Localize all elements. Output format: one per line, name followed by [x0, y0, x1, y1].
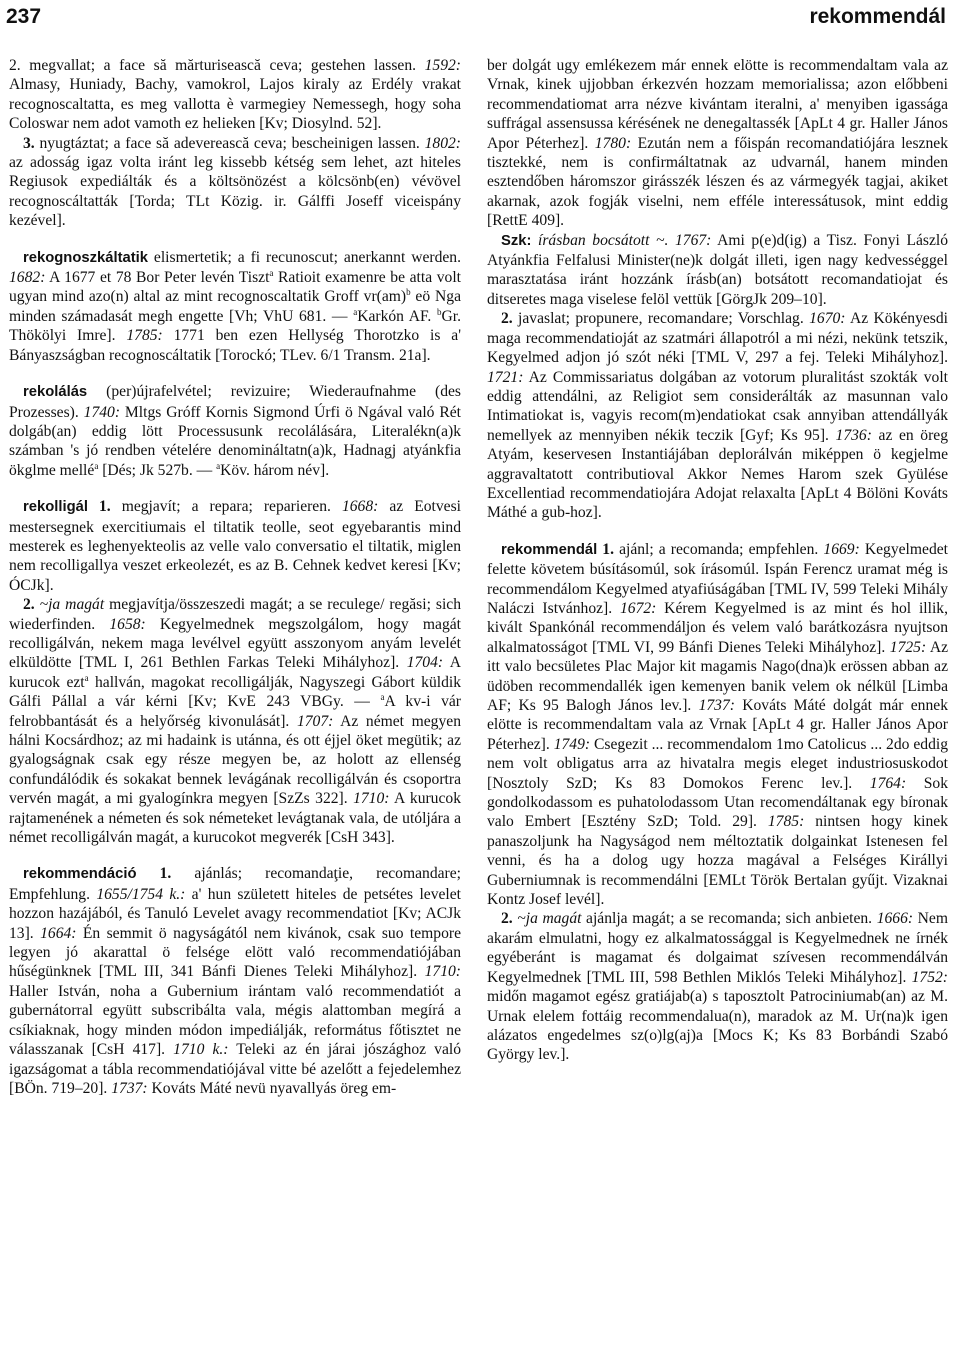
footnote-mark: a [353, 306, 358, 317]
citation-text: Az Commissariatus dolgában az votorum pluralitást szokták volt eddig attendálni, az Religiot sem considerálták az masunnan valo Intimatiokat is, vagyis recom(m)endatiokat csak annyiban attendállyák nemellyek az mennyiben nékik teczik [Gyf; Ks 95]. [487, 368, 948, 444]
entry-rekommendal-sense-2 [487, 909, 948, 1064]
definition: (per)újrafelvétel; revizuire; Wiederaufnahme (des Prozesses). [9, 383, 461, 421]
citation-year: 1764: [869, 774, 907, 792]
definition: megjavít; a repara; reparieren. [110, 498, 342, 516]
phrase: ~ja magát [512, 910, 582, 928]
citation-year: 1740: [83, 403, 121, 421]
footnote-mark: b [406, 287, 411, 298]
sense-number: 3. [23, 134, 35, 152]
entry-rekognoszkaltat-sense-3 [9, 134, 461, 231]
sense-number: 2. [501, 310, 513, 328]
citation-year: 1802: [424, 134, 461, 152]
entry-rekognoszkaltatik [9, 248, 461, 365]
citation-text: Haller István, noha a Gubernium irántam való recommendatiót a gubernátorral együtt subscribálta vala, mégis alattomban megírá a csíkiaknak, hogy minden módon impediálják, református főtisztet ne válasszanak [CsH 417]. [9, 982, 461, 1059]
citation-text: 1771 ben ezen Hellység Thorotzko is a' Bányaszságban recognoscáltatik [Torockó; TLev. 6/1 Transm. 21a]. [9, 327, 462, 364]
running-head: rekommendál [809, 5, 946, 28]
citation-text: A kurucok ezt [9, 654, 461, 691]
citation-year: 1780: [594, 134, 632, 152]
citation-text: A kv-i vár felrobbantását és a helyőrség kivonulását]. [9, 693, 461, 730]
entry-rekommendacio-sense-2 [487, 309, 948, 522]
citation-year: 1721: [487, 368, 524, 386]
citation-year: 1658: [109, 615, 146, 633]
citation-text: Az itt valo becsületes Plac Major kit magamis Nago(dna)k erössen abban az üdöben recommendallék igen kemenyen banik velem ok nélkül [Limba AF; Ks 95 Balogh János lev.]. [487, 638, 948, 714]
footnote-mark: a [216, 460, 221, 471]
citation-year: 1666: [876, 910, 914, 928]
citation-text: Ratioit examenre be atta volt ugyan mind azo(n) altal az mint recognoscaltatik Groff vr(am) [9, 269, 461, 306]
citation-text: Kérem Kegyelmed is az mint és hol illik, kivált Spankónál recommendáljon és velem való barátkozásra nyujtson alkalmatosságot [TML VI, 99 Bánfi Dienes Teleki Mihályhoz]. [487, 599, 948, 656]
entry-rekommendacio-cont [487, 56, 948, 231]
citation-text: Nem akarám elmulatni, hogy ez alkalmatossággal is Kegyelmednek ne írnék egyéberánt is magamat és dolgaimat szívesen recommendálván Kegyelmednek [TML III, 598 Bethlen Miklós Teleki Mihályhoz]. [487, 910, 948, 986]
citation-text: az en öreg Atyám, keservesen Instantiájában deplorálván miképpen ö kegjelme aggravaltatott contributioval Akkor Nemes Harom szek Gyülése Excellentiad recommendatiojára Adojat relaxalta [ApLt 4 Bölöni Kováts Máthé a gub-hoz]. [487, 426, 948, 522]
citation-text: ber dolgát ugy emlékezem már ennek elötte is recommendaltam vala az Vrnak, kinek ujjobban érkezvén hozzam memorialissa; azon előbbeni recommendatiomat arra nézve kivántam iteralni, a' menyiben igassága suffrágal assensussa kérésének ne denegaltassék [ApLt 4 gr. Haller János Apor Péterhez]. [487, 57, 948, 152]
definition: ajánlás; recomandaţie, recomandare; Empfehlung. [9, 865, 461, 903]
citation-text: Karkón AF. [357, 307, 437, 325]
citation-text: Az német megyen hálni Kocsárdhoz; az mi hadaink is utánna, és ott éjjel öket megütik; az gyalogságnak csak egy része megyen be, az holott az ellenség confundálódik és sokakat bennek levágának recolligálván és csoportra vervén magát, a mi gyalogínkra megyen [SzZs 322]. [9, 712, 461, 808]
headword: rekolálás [23, 384, 88, 401]
citation-text: nintsen hogy kinek panaszoljunk ha Nagyságod nem méltoztatik dolgainkat Istenesen fel venni, és ha a dolog ugy hozza magával a Felséges Királlyi Guberniumnak is recommendálni [EMLt Török Bertalan gyűjt. Vizaknai Kontz Josef levél]. [487, 813, 948, 909]
entry-rekolalas [9, 382, 461, 480]
headword: rekolligál [23, 499, 88, 516]
citation-year: 1704: [406, 654, 444, 672]
footnote-mark: a [94, 460, 99, 471]
citation-text: Sok gondolkodassom es puhatolodassom Utan recomendáltanak egy bíronak valo Embert [Esztény SzD; Told. 29]. [487, 774, 949, 831]
citation-text: hallván, magokat recolligálják, Nagyszegi Gábort küldik Gálfi Pállal a vár kérni [Kv; KvE 243 VBGy. — [9, 673, 461, 711]
citation-text: a' hun született hiteles de petsétes levelet hozzon hazájából, és Tanuló Levelet avagy recommendatiot [Kv; ACJk 13]. [9, 885, 462, 942]
definition: nyugtáztat; a face să adeverească ceva; bescheinigen lassen. [34, 134, 425, 152]
citation-year: 1655/1754 k.: [96, 885, 186, 903]
citation-year: 1785: [767, 813, 805, 831]
definition: megjavítja/összeszedi magát; a se reculege/ regăsi; sich wiederfinden. [9, 596, 461, 633]
citation-text: Kegyelmednek megszolgálom, hogy magát recolligálván, nekem maga levélvel együtt asszonyom anyám levelét elküldötte [TML I, 261 Bethlen Farkas Teleki Mihályhoz]. [9, 615, 462, 672]
citation-text: Csegezit ... recommendalom 1mo Catolicus ... 2do eddig nem volt obligatus arra az hivatalra megis eleget industriosuskodot [Nosztoly SzD; Ks 83 Domokos Ferenc lev.]. [487, 735, 948, 792]
subentry-label: Szk: [501, 232, 532, 249]
entry-rekognoszkaltat-sense-2 [9, 56, 461, 134]
citation-text: A kurucok rajtamenének a németen és sok németeket levágtanak vala, de utóljára a német recolligálván magát, a kurucokot megverék [CsH 343]. [9, 790, 461, 847]
headword: rekommendáció [23, 866, 137, 883]
citation-year: 1749: [553, 735, 591, 753]
citation-text: az adosság igaz volta iránt leg kissebb kétség sem lehet, azt hiteles Regiusok expediálták és a költsönözést a kölcsönb(en) vévövel recognoscáltatták [Torda; TLt Közig. ir. Gálffi Joseff viceispány kezével]. [9, 154, 461, 230]
citation-text: Ami p(e)d(ig) a Tisz. Fonyi László Atyánkfia Felfalusi Minister(ne)k dolgát illeti, igen nagy kedvességgel marasztatása iránt hozzánk írásb(an) botsátott recomandatiojat és ditseretes maga viselese felöl vettük [GörgJk 209–10]. [487, 231, 949, 308]
entry-rekommendacio [9, 864, 461, 1098]
citation-year: 1668: [341, 498, 379, 516]
citation-year: 1592: [424, 57, 461, 74]
sense-number: 1. [602, 540, 614, 558]
citation-text: Almasy, Huniady, Bachy, vamokrol, Lajos kiraly az Erdély vrakat recognoscaltatta, es meg vallotta è varmegiey Nemessegh, hogy soha Coloswar nem adot vamoth ez helieken [Kv; Diosylnd. 52]. [9, 76, 461, 133]
citation-year: 1736: [835, 426, 872, 444]
citation-year: 1682: [9, 269, 46, 287]
phrase: ~ja magát [34, 596, 105, 614]
entry-rekommendacio-szk [487, 231, 948, 310]
headword: rekommendál [501, 541, 598, 558]
citation-year: 1767: [668, 231, 712, 249]
citation-year: 1670: [809, 310, 846, 328]
citation-year: 1785: [126, 327, 163, 345]
definition: ajánl; a recomanda; empfehlen. [614, 540, 824, 558]
page-header [0, 0, 960, 34]
definition: ajánlja magát; a se recomanda; sich anbieten. [581, 910, 877, 928]
citation-text: [Dés; Jk 527b. — [98, 461, 217, 479]
citation-text: Mltgs Gróff Kornis Sigmond Úrfi ö Ngával való Rét dolgáb(an) eddig lött Processusunk recolálására, Literalékn(a)k számban 's jó rendben vételére denomináltatn(a)k, Hadnagj atyánkfia ökglme mellé [9, 403, 462, 479]
citation-year: 1669: [823, 540, 860, 558]
sense-number: 2. [23, 596, 35, 614]
citation-text: az Eotvesi mestersegnek exercitiumais el tiltatik teolle, seot egyebarantis mind mesterek es leghenyekteolis az velle valo conversatio el tiltatik, miglen nem recolligallya veszet erkeolezét, es az B. Cehnek kedvet keresi [Kv; ÓCJk]. [9, 498, 461, 594]
page-number: 237 [6, 5, 42, 28]
definition: javaslat; propunere, recomandare; Vorschlag. [512, 310, 810, 328]
citation-year: 1737: [698, 697, 735, 714]
citation-year: 1710 k.: [173, 1041, 229, 1059]
citation-year: 1707: [296, 712, 334, 730]
citation-text: Teleki az én járai jószághoz való igazságomat a tábla recommendatiójával vitte bé azelőtt a fejedelemhez [BÖn. 719–20]. [9, 1041, 461, 1097]
citation-year: 1710: [424, 963, 461, 981]
citation-year: 1664: [40, 924, 77, 942]
citation-text: Köv. három név]. [220, 461, 330, 479]
phrase: írásban bocsátott ~. [531, 231, 669, 249]
citation-year: 1710: [353, 790, 390, 808]
citation-text: Az Kökényesdi maga recommendatioját az szatmári állapotról a mi nézi, nekünk tetszik, Kegyelmed adjon jó szót néki [TML V, 297 a fej. Teleki Mihályhoz]. [487, 310, 949, 367]
citation-text: Ezután nem a főispán recomandatiójára lesznek tisztekké, nem is confirmáltatnak az udvarnál, hanem minden esztendőben háromszor girásszék lészen és az vármegyék tagjai, akiket akarnak, azok fogják viselni, nem efféle interessátusok, mint eddig [RettE 409]. [487, 134, 948, 230]
footnote-mark: a [84, 672, 89, 683]
citation-text: Kováts Máté nevü nyavallyás öreg em- [147, 1079, 397, 1097]
citation-text: Kováts Máté dolgát már ennek elötte is recommendaltam vala az Vrnak [ApLt 4 gr. Haller János Apor Péterhez]. [487, 697, 948, 753]
sense-number: 2. [501, 910, 513, 928]
citation-text: midőn magamot egész gratiájab(a) s taposztolt Patrociniumab(an) az M. Urnak elelem fottáig recommendalua(n), maradok az M. Ur(na)k igen alázatos engedelmes sz(o)lg(aj)a [Mocs K; Ks 83 Borbándi Szabó György lev.]. [487, 988, 948, 1064]
left-column [9, 56, 461, 1098]
definition: 2. megvallat; a face să mărturisească ceva; gestehen lassen. [9, 57, 425, 74]
footnote-mark: a [380, 692, 385, 702]
definition: elismertetik; a fi recunoscut; anerkannt werden. [148, 248, 461, 266]
citation-text: Én semmit ö nagyságától nem kivánok, csak suo tempore legyen jó akarattal ö felsége elött való recommendatiójában hűségünknek [TML III, 341 Bánfi Dienes Teleki Mihályhoz]. [9, 924, 462, 981]
citation-text: Gr. Thökölyi Imre]. [9, 307, 461, 345]
footnote-mark: b [437, 306, 442, 317]
headword: rekognoszkáltatik [23, 249, 148, 266]
citation-year: 1672: [619, 599, 657, 617]
citation-year: 1725: [889, 638, 927, 656]
footnote-mark: a [269, 267, 274, 278]
citation-text: Kegyelmedet felette követem búsításomúl, sok írásomúl. Ispán Ferencz uramat még is recommendálom Kegyelmed atyafiúságában [TML IV, 599 Teleki Mihály Naláczi Istvánhoz]. [487, 540, 948, 617]
sense-number: 1. [159, 865, 172, 883]
right-column [487, 56, 948, 1065]
citation-year: 1737: [111, 1079, 148, 1097]
entry-rekolligal [9, 497, 461, 595]
sense-number: 1. [98, 498, 111, 516]
entry-rekommendal [487, 540, 948, 910]
citation-text: A 1677 et 78 Bor Peter levén Tiszt [45, 269, 270, 287]
citation-text: eö Nga minden számadasát megh engette [Vh; VhU 681. — [9, 288, 461, 325]
entry-rekolligal-sense-2 [9, 595, 461, 847]
citation-year: 1752: [911, 968, 948, 986]
